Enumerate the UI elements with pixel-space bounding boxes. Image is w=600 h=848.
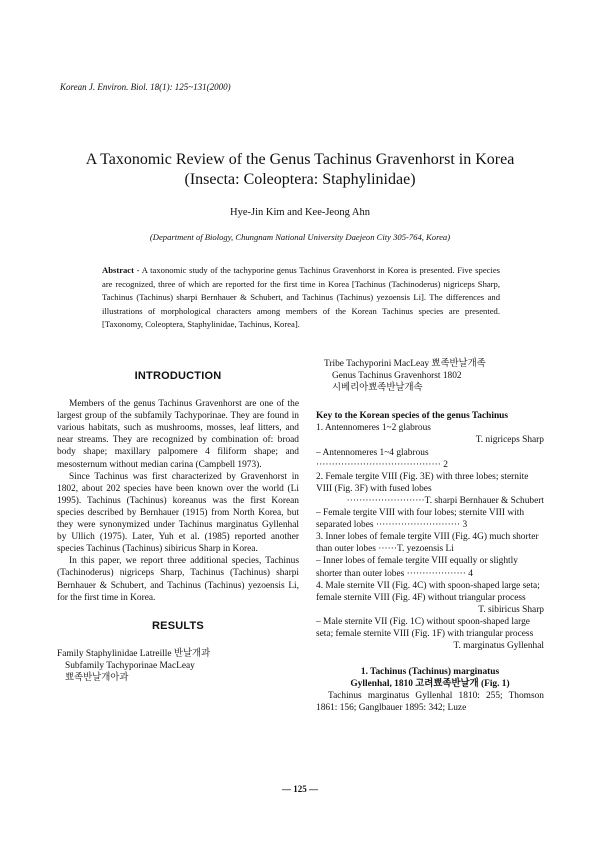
abstract-label: Abstract	[102, 265, 134, 275]
affiliation: (Department of Biology, Chungnam National University Daejeon City 305-764, Korea)	[149, 232, 451, 242]
abstract-text: - A taxonomic study of the tachyporine genus Tachinus Gravenhorst in Korea is presented. Five species are recognized, three of which are reported for the first time in Korea [Tachinus (Tachinoderus) nigriceps Sharp, Tachinus (Tachinus) sharpi Bernhauer & Schubert, and Tachinus (Tachinus) yezoensis Li]. The differences and illustrations of morphological characters among members of the Korean Tachinus species are presented. [Taxonomy, Coleoptera, Staphylinidae, Tachinus, Korea].	[102, 265, 500, 330]
paper-title	[40, 150, 560, 190]
family-line: Family Staphylinidae Latreille 반날개과	[57, 648, 211, 659]
key-title: Key to the Korean species of the genus Tachinus	[316, 411, 509, 422]
species-synonymy: Tachinus marginatus Gyllenhal 1810: 255; Thomson 1861: 156; Ganglbauer 1895: 342; Luze	[316, 691, 544, 714]
key-couplet-4b: – Male sternite VII (Fig. 1C) without spoon-shaped large seta; female sternite VIII (Fig. 1F) with triangular process	[316, 616, 534, 639]
key-couplet-1b: – Antennomeres 1~4 glabrous ········································ 2	[316, 447, 448, 470]
title-line-1: A Taxonomic Review of the Genus Tachinus Gravenhorst in Korea	[85, 151, 515, 168]
subfamily-line: Subfamily Tachyporinae MacLeay	[65, 660, 195, 671]
key-couplet-1a: 1. Antennomeres 1~2 glabrous	[316, 423, 431, 434]
key-couplet-4a-result: T. sibiricus Sharp	[478, 604, 544, 615]
species-title-line-1: 1. Tachinus (Tachinus) marginatus	[360, 667, 500, 678]
page-number: — 125 —	[282, 784, 318, 794]
key-couplet-4a: 4. Male sternite VII (Fig. 4C) with spoon-shaped large seta; female sternite VIII (Fig. 4F) without triangular process	[316, 580, 540, 603]
key-couplet-3a: 3. Inner lobes of female tergite VIII (Fig. 4G) much shorter than outer lobes ······T. yezoensis Li	[316, 532, 539, 555]
key-couplet-1a-result: T. nigriceps Sharp	[475, 435, 544, 446]
key-couplet-4b-result: T. marginatus Gyllenhal	[453, 641, 544, 652]
intro-paragraph-3: In this paper, we report three additional species, Tachinus (Tachinoderus) nigriceps Sharp, Tachinus (Tachinus) sharpi Bernhauer & Schubert, and Tachinus (Tachinus) yezoensis Li, for the first time in Korea.	[57, 556, 299, 603]
left-column	[57, 370, 299, 684]
genus-line: Genus Tachinus Gravenhorst 1802	[332, 371, 462, 382]
abstract	[102, 264, 500, 332]
key-couplet-2a-result: ·························T. sharpi Bernhauer & Schubert	[346, 495, 544, 506]
authors: Hye-Jin Kim and Kee-Jeong Ahn	[230, 207, 370, 218]
key-couplet-2a: 2. Female tergite VIII (Fig. 3E) with three lobes; sternite VIII (Fig. 3F) with fused lobes	[316, 471, 529, 494]
introduction-heading: INTRODUCTION	[134, 370, 222, 382]
intro-paragraph-2: Since Tachinus was first characterized by Gravenhorst in 1802, about 202 species have been known over the world (Li 1995). Tachinus (Tachinus) koreanus was the first Korean species described by Bernhauer (1915) from North Korea, but they were synonymized under Tachinus marginatus Gyllenhal by Ullich (1975). Later, Yuh et al. (1985) reported another species Tachinus (Tachinus) sibiricus Sharp in Korea.	[57, 471, 299, 555]
intro-paragraph-1: Members of the genus Tachinus Gravenhorst are one of the largest group of the subfamily Tachyporinae. They are found in various habitats, such as mushrooms, mosses, leaf litters, and near streams. They are recognized by combination of: broad body shape; maxillary palpomere 4 filiform shape; and mesosternum without median carina (Campbell 1973).	[57, 399, 299, 470]
key-couplet-3b: – Inner lobes of female tergite VIII equally or slightly shorter than outer lobes ··················· 4	[316, 556, 518, 579]
genus-korean: 시베리아뾰족반날개속	[332, 383, 423, 394]
key-couplet-2b: – Female tergite VIII with four lobes; sternite VIII with separated lobes ··························· 3	[316, 508, 525, 531]
journal-citation: Korean J. Environ. Biol. 18(1): 125~131(2000)	[60, 82, 231, 92]
right-column	[316, 358, 544, 715]
subfamily-korean: 뾰족반날개아과	[65, 672, 129, 683]
species-title-line-2: Gyllenhal, 1810 고려뾰족반날개 (Fig. 1)	[350, 679, 510, 690]
title-line-2: (Insecta: Coleoptera: Staphylinidae)	[184, 171, 416, 188]
tribe-line: Tribe Tachyporini MacLeay 뾰족반날개족	[324, 359, 486, 369]
results-heading: RESULTS	[152, 619, 204, 632]
